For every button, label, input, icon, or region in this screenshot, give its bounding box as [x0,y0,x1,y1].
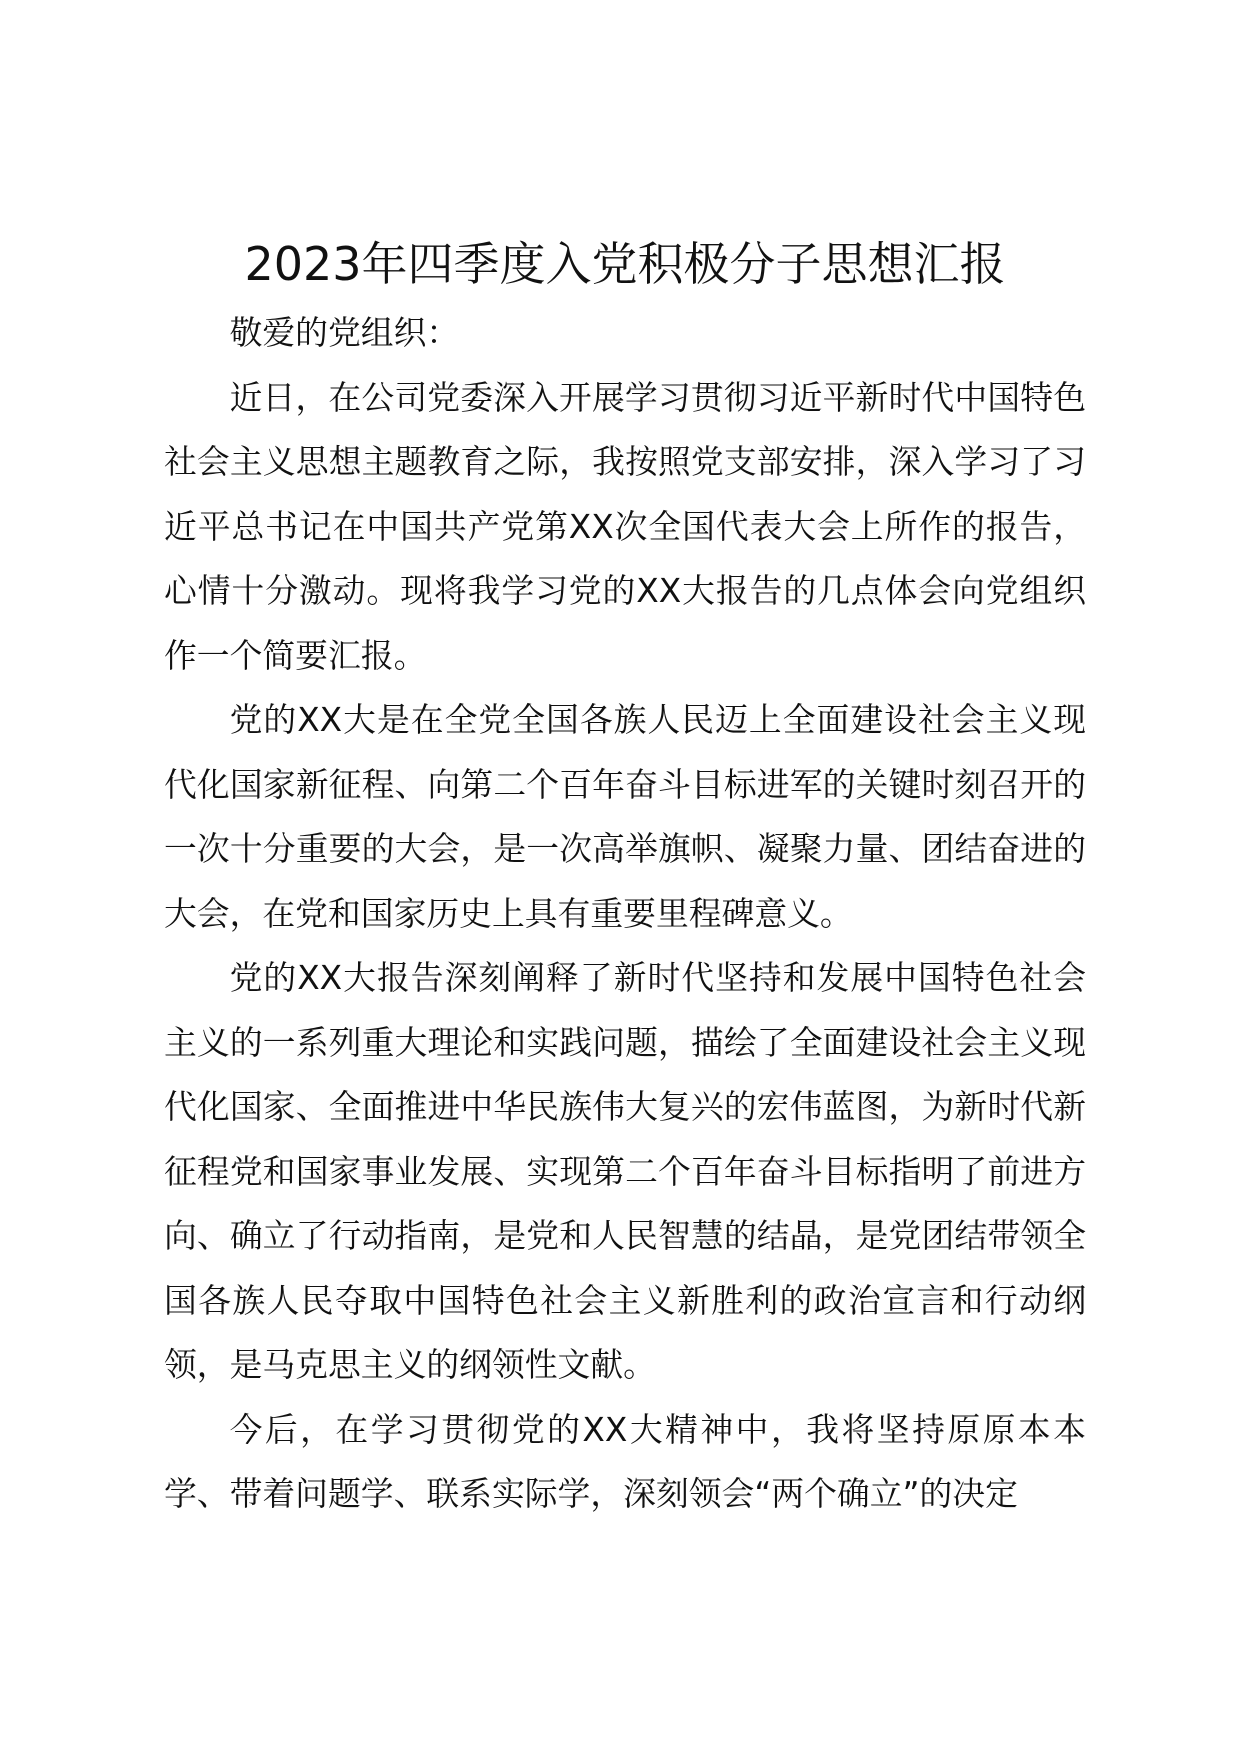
body-paragraph: 党的XX大是在全党全国各族人民迈上全面建设社会主义现代化国家新征程、向第二个百年奋斗目标进军的关键时刻召开的一次十分重要的大会，是一次高举旗帜、凝聚力量、团结奋进的大会，在党和国家历史上具有重要里程碑意义。 [164,701,1086,933]
salutation: 敬爱的党组织： [229,314,460,352]
body-paragraph: 今后，在学习贯彻党的XX大精神中，我将坚持原原本本学、带着问题学、联系实际学，深刻领会“两个确立”的决定 [164,1410,1086,1513]
document-title: 2023年四季度入党积极分子思想汇报 [244,237,1006,291]
document-body [164,301,1086,1527]
body-paragraph: 近日，在公司党委深入开展学习贯彻习近平新时代中国特色社会主义思想主题教育之际，我按照党支部安排，深入学习了习近平总书记在中国共产党第XX次全国代表大会上所作的报告，心情十分激动。现将我学习党的XX大报告的几点体会向党组织作一个简要汇报。 [164,378,1086,675]
body-paragraph: 党的XX大报告深刻阐释了新时代坚持和发展中国特色社会主义的一系列重大理论和实践问题，描绘了全面建设社会主义现代化国家、全面推进中华民族伟大复兴的宏伟蓝图，为新时代新征程党和国家事业发展、实现第二个百年奋斗目标指明了前进方向、确立了行动指南，是党和人民智慧的结晶，是党团结带领全国各族人民夺取中国特色社会主义新胜利的政治宣言和行动纲领，是马克思主义的纲领性文献。 [164,959,1086,1384]
